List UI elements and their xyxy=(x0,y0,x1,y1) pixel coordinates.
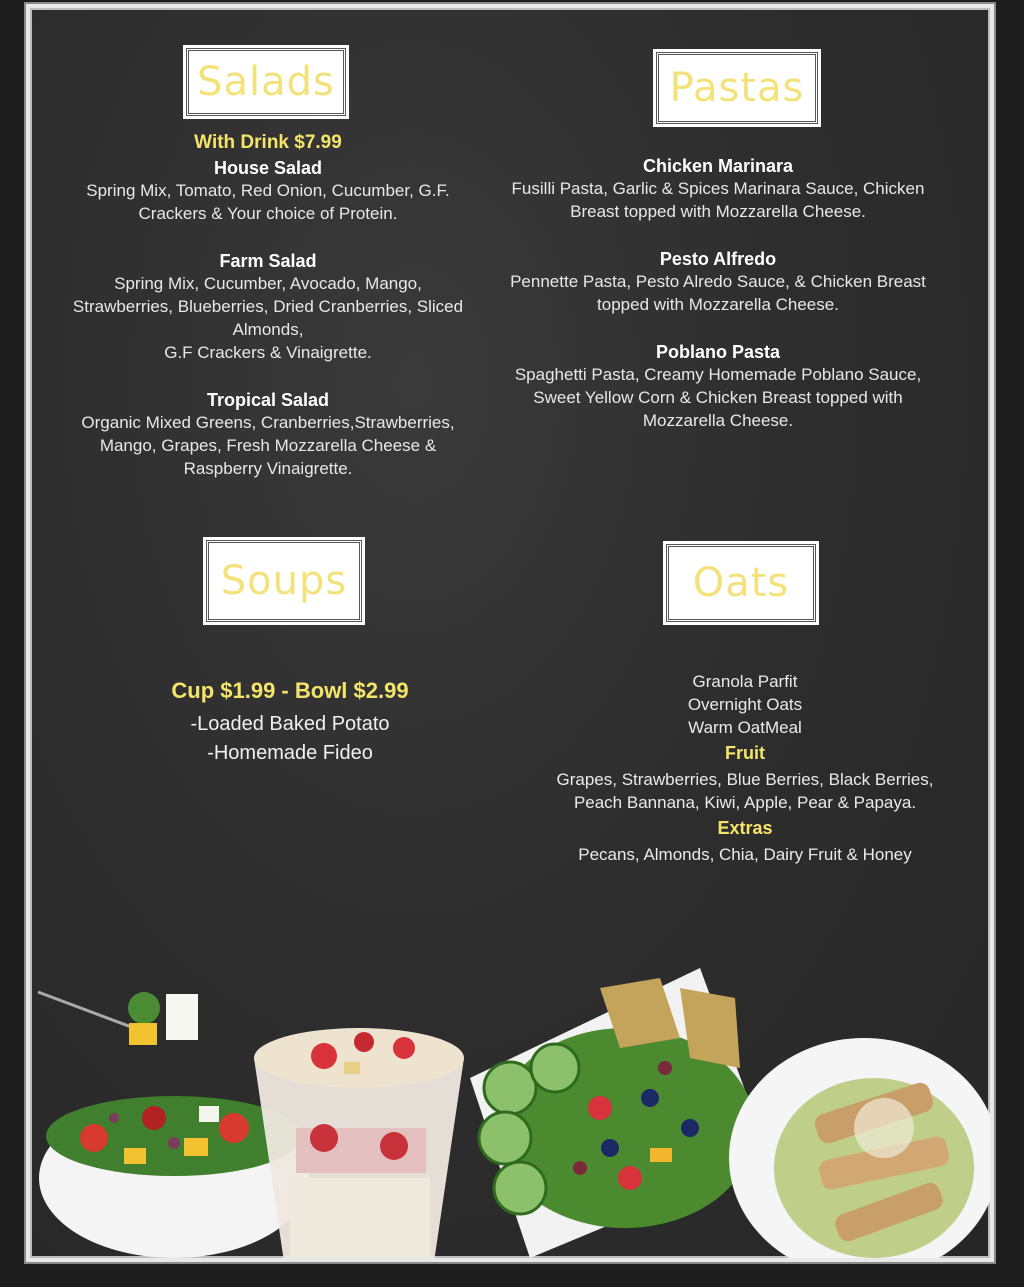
pesto-alfredo-desc xyxy=(488,270,948,316)
chalkboard-menu xyxy=(26,4,994,1262)
desc-line: Strawberries, Blueberries, Dried Cranberries, Sliced xyxy=(72,297,464,316)
fruit-line: Grapes, Strawberries, Blue Berries, Black Berries, xyxy=(556,770,934,789)
house-salad-title: House Salad xyxy=(213,158,323,178)
desc-line: Almonds, xyxy=(232,320,304,339)
oats-header-text: Oats xyxy=(692,560,790,606)
desc-line: Sweet Yellow Corn & Chicken Breast topped with xyxy=(533,388,903,407)
soups-header-text: Soups xyxy=(220,558,348,604)
desc-line: Spring Mix, Tomato, Red Onion, Cucumber, G.F. xyxy=(86,181,450,200)
extras-title: Extras xyxy=(717,818,773,838)
soup-item: -Homemade Fideo xyxy=(207,742,373,764)
soups-header xyxy=(206,540,362,622)
fruit-line: Peach Bannana, Kiwi, Apple, Pear & Papaya. xyxy=(573,793,917,812)
pesto-pasta-bowl-image xyxy=(724,1018,990,1262)
salads-price: With Drink $7.99 xyxy=(194,132,342,153)
salads-section xyxy=(48,132,488,480)
oat-item: Granola Parfit xyxy=(692,672,798,691)
desc-line: Mango, Grapes, Fresh Mozzarella Cheese & xyxy=(99,436,437,455)
extras-line: Pecans, Almonds, Chia, Dairy Fruit & Honey xyxy=(578,845,912,864)
oats-section xyxy=(520,670,970,866)
desc-line: Spaghetti Pasta, Creamy Homemade Poblano Sauce, xyxy=(514,365,922,384)
tropical-salad-title: Tropical Salad xyxy=(206,390,330,410)
salads-header-text: Salads xyxy=(197,59,335,105)
pastas-section xyxy=(488,156,948,432)
desc-line: Spring Mix, Cucumber, Avocado, Mango, xyxy=(114,274,422,293)
pastas-header-text: Pastas xyxy=(669,65,805,111)
desc-line: Crackers & Your choice of Protein. xyxy=(138,204,398,223)
pesto-alfredo-title: Pesto Alfredo xyxy=(659,249,777,269)
oat-item: Warm OatMeal xyxy=(688,718,802,737)
desc-line: Pennette Pasta, Pesto Alredo Sauce, & Chicken Breast xyxy=(510,272,926,291)
oat-item: Overnight Oats xyxy=(687,695,803,714)
soup-item: -Loaded Baked Potato xyxy=(190,713,390,735)
house-salad-desc xyxy=(48,179,488,225)
tropical-salad-desc xyxy=(48,411,488,480)
desc-line: G.F Crackers & Vinaigrette. xyxy=(164,343,372,362)
poblano-pasta-desc xyxy=(488,363,948,432)
soups-price: Cup $1.99 - Bowl $2.99 xyxy=(171,678,409,703)
desc-line: Raspberry Vinaigrette. xyxy=(183,459,353,478)
farm-salad-title: Farm Salad xyxy=(219,251,317,271)
desc-line: Fusilli Pasta, Garlic & Spices Marinara Sauce, Chicken xyxy=(511,179,925,198)
oat-parfait-cup-image xyxy=(244,1018,474,1262)
poblano-pasta-title: Poblano Pasta xyxy=(655,342,781,362)
desc-line: Breast topped with Mozzarella Cheese. xyxy=(570,202,866,221)
pastas-header xyxy=(656,52,818,124)
chicken-marinara-title: Chicken Marinara xyxy=(642,156,794,176)
soups-section xyxy=(100,678,480,768)
desc-line: Organic Mixed Greens, Cranberries,Strawberries, xyxy=(81,413,455,432)
desc-line: Mozzarella Cheese. xyxy=(642,411,794,430)
farm-salad-desc xyxy=(48,272,488,364)
fruit-title: Fruit xyxy=(725,743,765,763)
desc-line: topped with Mozzarella Cheese. xyxy=(597,295,839,314)
salads-header xyxy=(186,48,346,116)
oats-header xyxy=(666,544,816,622)
chicken-marinara-desc xyxy=(488,177,948,223)
